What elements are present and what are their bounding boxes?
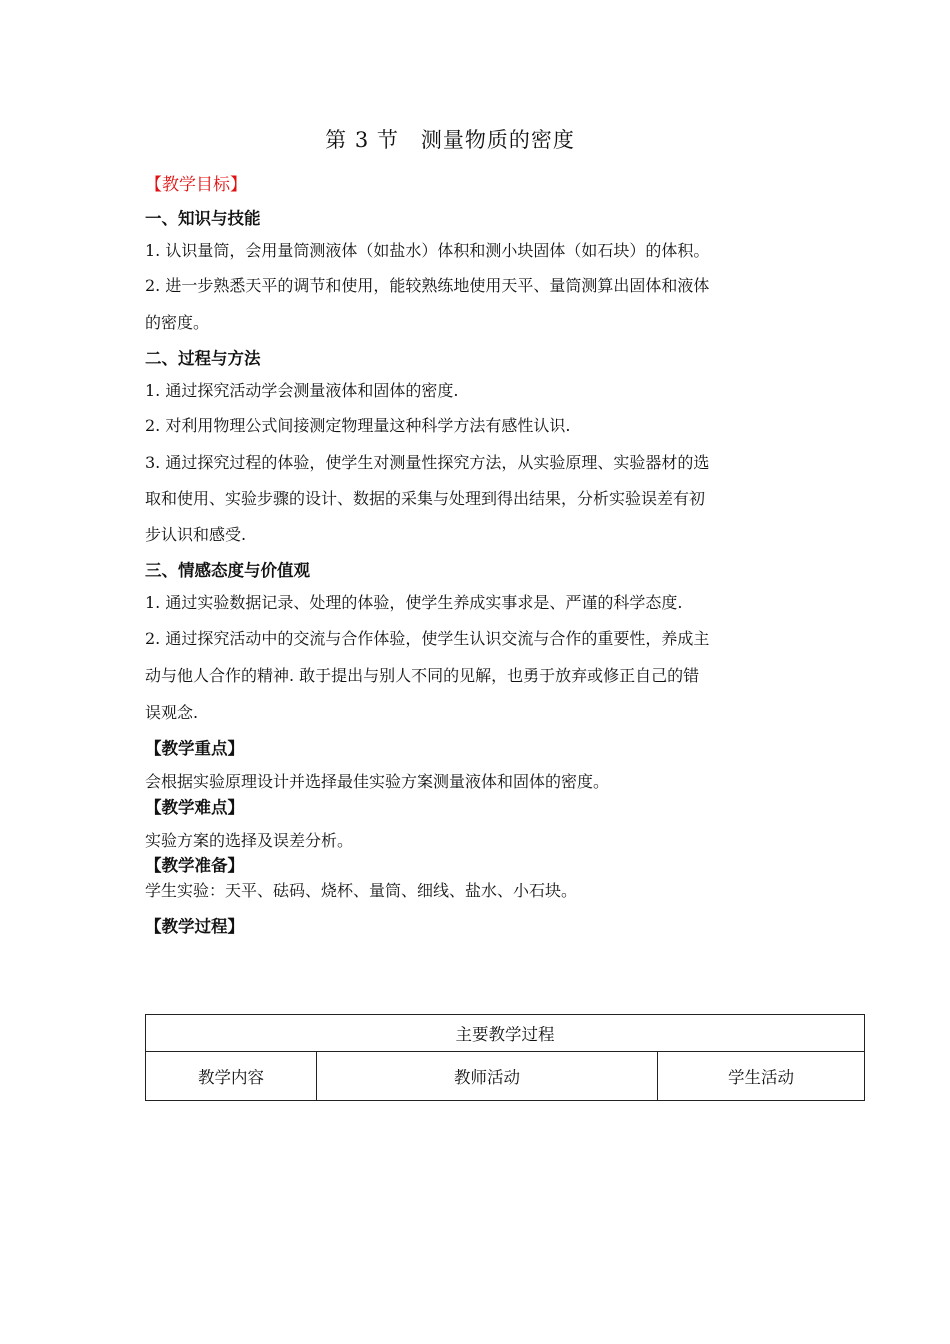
section-heading: 三、情感态度与价值观 [145, 561, 310, 580]
key-points-heading: 【教学重点】 [145, 739, 244, 758]
section-heading: 一、知识与技能 [145, 209, 261, 228]
body-line: 动与他人合作的精神. 敢于提出与别人不同的见解，也勇于放弃或修正自己的错 [145, 666, 700, 685]
header-student-activity: 学生活动 [658, 1052, 865, 1101]
preparation-text: 学生实验：天平、砝码、烧杯、量筒、细线、盐水、小石块。 [145, 881, 578, 900]
body-line: 2. 对利用物理公式间接测定物理量这种科学方法有感性认识. [145, 416, 571, 435]
preparation-heading: 【教学准备】 [145, 856, 244, 875]
table-caption-row [146, 1015, 865, 1052]
section-heading: 二、过程与方法 [145, 349, 261, 368]
body-line: 误观念. [145, 703, 199, 722]
difficulties-text: 实验方案的选择及误差分析。 [145, 831, 354, 850]
page-title: 第 3 节 测量物质的密度 [325, 128, 575, 152]
header-teaching-content: 教学内容 [146, 1052, 317, 1101]
body-line: 1. 认识量筒，会用量筒测液体（如盐水）体积和测小块固体（如石块）的体积。 [145, 241, 710, 260]
body-line: 1. 通过探究活动学会测量液体和固体的密度. [145, 381, 459, 400]
body-line: 3. 通过探究过程的体验，使学生对测量性探究方法，从实验原理、实验器材的选 [145, 453, 710, 472]
body-line: 1. 通过实验数据记录、处理的体验，使学生养成实事求是、严谨的科学态度. [145, 593, 683, 612]
key-points-text: 会根据实验原理设计并选择最佳实验方案测量液体和固体的密度。 [145, 772, 610, 791]
body-line: 的密度。 [145, 313, 210, 332]
body-line: 取和使用、实验步骤的设计、数据的采集与处理到得出结果，分析实验误差有初 [145, 489, 706, 508]
objectives-heading: 【教学目标】 [145, 175, 247, 195]
header-teacher-activity: 教师活动 [317, 1052, 658, 1101]
body-line: 步认识和感受. [145, 525, 247, 544]
body-line: 2. 进一步熟悉天平的调节和使用，能较熟练地使用天平、量筒测算出固体和液体 [145, 276, 710, 295]
process-heading: 【教学过程】 [145, 917, 244, 936]
table-caption: 主要教学过程 [146, 1015, 865, 1052]
table-header-row [146, 1052, 865, 1101]
body-line: 2. 通过探究活动中的交流与合作体验，使学生认识交流与合作的重要性，养成主 [145, 629, 710, 648]
process-table [145, 1014, 865, 1101]
difficulties-heading: 【教学难点】 [145, 798, 244, 817]
